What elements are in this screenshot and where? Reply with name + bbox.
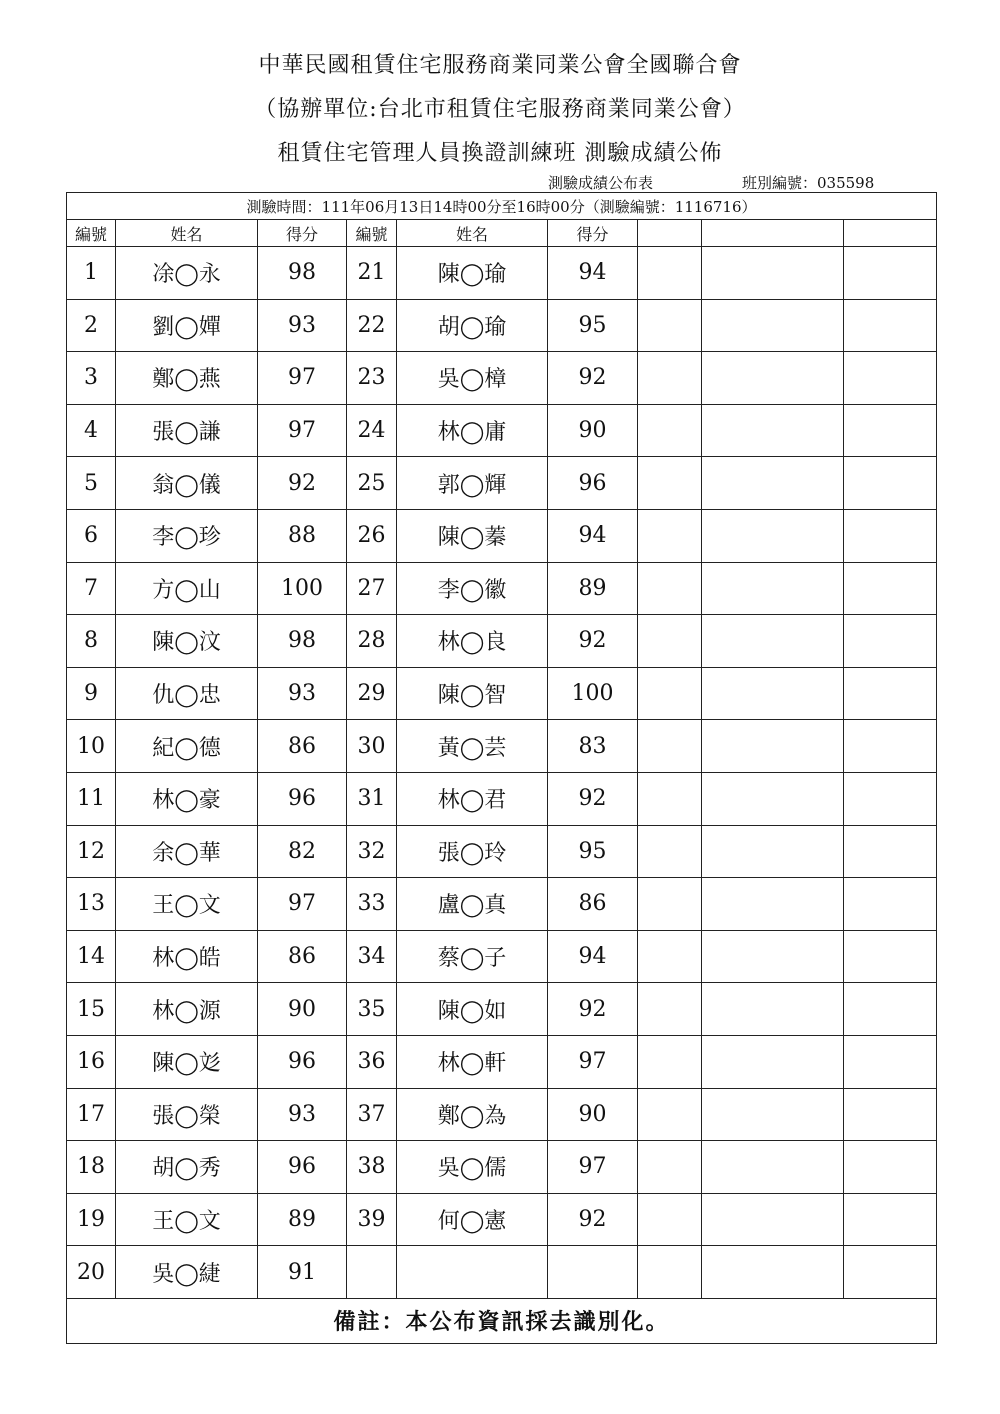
empty-cell [638, 457, 702, 510]
empty-cell [702, 1141, 844, 1194]
entry-score: 86 [258, 720, 347, 773]
entry-score: 93 [258, 299, 347, 352]
entry-score [548, 1246, 638, 1299]
table-row [67, 247, 937, 300]
entry-name [397, 1246, 548, 1299]
entry-number: 3 [67, 352, 116, 405]
entry-score: 96 [258, 1141, 347, 1194]
empty-cell [844, 983, 937, 1036]
entry-number: 36 [347, 1035, 397, 1088]
entry-number: 18 [67, 1141, 116, 1194]
class-number: 班別編號：035598 [742, 174, 875, 192]
entry-number: 7 [67, 562, 116, 615]
empty-cell [702, 930, 844, 983]
entry-score: 92 [548, 352, 638, 405]
empty-cell [702, 878, 844, 931]
entry-score: 97 [548, 1141, 638, 1194]
entry-name: 林◯軒 [397, 1035, 548, 1088]
empty-cell [844, 247, 937, 300]
entry-number: 15 [67, 983, 116, 1036]
empty-cell [844, 1246, 937, 1299]
entry-score: 82 [258, 825, 347, 878]
entry-score: 96 [258, 1035, 347, 1088]
entry-score: 97 [258, 878, 347, 931]
empty-cell [702, 825, 844, 878]
entry-score: 89 [258, 1193, 347, 1246]
table-row [67, 1246, 937, 1299]
entry-number: 22 [347, 299, 397, 352]
entry-number: 10 [67, 720, 116, 773]
entry-name: 盧◯真 [397, 878, 548, 931]
entry-name: 陳◯智 [397, 667, 548, 720]
entry-score: 92 [548, 772, 638, 825]
empty-cell [844, 825, 937, 878]
empty-cell [702, 509, 844, 562]
entry-name: 吳◯儒 [397, 1141, 548, 1194]
entry-number: 39 [347, 1193, 397, 1246]
entry-score: 94 [548, 509, 638, 562]
empty-cell [702, 983, 844, 1036]
empty-cell [638, 299, 702, 352]
entry-number: 13 [67, 878, 116, 931]
entry-number: 4 [67, 404, 116, 457]
empty-cell [702, 404, 844, 457]
empty-cell [844, 457, 937, 510]
co-organizer-line: （協辦單位:台北市租賃住宅服務商業同業公會） [254, 97, 746, 122]
entry-number: 2 [67, 299, 116, 352]
score-table [66, 192, 937, 1344]
entry-number: 26 [347, 509, 397, 562]
table-row [67, 457, 937, 510]
entry-name: 鄭◯為 [397, 1088, 548, 1141]
entry-name: 吳◯緁 [116, 1246, 258, 1299]
entry-number: 38 [347, 1141, 397, 1194]
entry-score: 90 [548, 404, 638, 457]
table-row [67, 983, 937, 1036]
entry-name: 張◯榮 [116, 1088, 258, 1141]
entry-name: 黃◯芸 [397, 720, 548, 773]
notes-row [67, 1298, 937, 1343]
entry-score: 95 [548, 825, 638, 878]
entry-number: 20 [67, 1246, 116, 1299]
entry-number: 14 [67, 930, 116, 983]
empty-cell [702, 772, 844, 825]
empty-cell [638, 352, 702, 405]
empty-cell [638, 825, 702, 878]
table-row [67, 1035, 937, 1088]
entry-score: 86 [548, 878, 638, 931]
entry-number: 37 [347, 1088, 397, 1141]
entry-score: 94 [548, 247, 638, 300]
entry-score: 86 [258, 930, 347, 983]
entry-number: 5 [67, 457, 116, 510]
entry-name: 林◯源 [116, 983, 258, 1036]
entry-name: 陳◯如 [397, 983, 548, 1036]
header-row [67, 220, 937, 247]
entry-number: 35 [347, 983, 397, 1036]
entry-score: 91 [258, 1246, 347, 1299]
entry-number: 19 [67, 1193, 116, 1246]
table-row [67, 772, 937, 825]
empty-cell [638, 1193, 702, 1246]
entry-score: 92 [548, 615, 638, 668]
empty-cell [638, 983, 702, 1036]
entry-number [347, 1246, 397, 1299]
entry-number: 21 [347, 247, 397, 300]
empty-cell [844, 1141, 937, 1194]
table-row [67, 930, 937, 983]
entry-name: 李◯徽 [397, 562, 548, 615]
entry-name: 劉◯嬋 [116, 299, 258, 352]
empty-cell [638, 878, 702, 931]
empty-cell [844, 509, 937, 562]
empty-cell [702, 1088, 844, 1141]
entry-name: 蔡◯子 [397, 930, 548, 983]
entry-number: 27 [347, 562, 397, 615]
empty-cell [844, 352, 937, 405]
empty-cell [702, 220, 844, 247]
col-header-name: 姓名 [116, 220, 258, 247]
entry-number: 16 [67, 1035, 116, 1088]
entry-number: 32 [347, 825, 397, 878]
entry-name: 陳◯彣 [116, 1035, 258, 1088]
entry-score: 94 [548, 930, 638, 983]
table-row [67, 1088, 937, 1141]
table-row [67, 299, 937, 352]
col-header-score: 得分 [258, 220, 347, 247]
table-row [67, 1141, 937, 1194]
empty-cell [638, 930, 702, 983]
empty-cell [638, 615, 702, 668]
entry-name: 李◯珍 [116, 509, 258, 562]
empty-cell [638, 220, 702, 247]
table-row [67, 562, 937, 615]
table-label: 測驗成績公布表 [548, 174, 654, 192]
entry-name: 張◯玲 [397, 825, 548, 878]
entry-score: 90 [258, 983, 347, 1036]
empty-cell [702, 615, 844, 668]
empty-cell [702, 247, 844, 300]
entry-name: 陳◯瑜 [397, 247, 548, 300]
table-row [67, 878, 937, 931]
empty-cell [638, 1088, 702, 1141]
empty-cell [844, 930, 937, 983]
entry-score: 98 [258, 247, 347, 300]
entry-score: 93 [258, 667, 347, 720]
entry-name: 鄭◯燕 [116, 352, 258, 405]
empty-cell [702, 352, 844, 405]
entry-score: 89 [548, 562, 638, 615]
entry-number: 23 [347, 352, 397, 405]
empty-cell [844, 772, 937, 825]
entry-name: 翁◯儀 [116, 457, 258, 510]
entry-number: 6 [67, 509, 116, 562]
col-header-name: 姓名 [397, 220, 548, 247]
entry-number: 11 [67, 772, 116, 825]
entry-number: 25 [347, 457, 397, 510]
entry-score: 83 [548, 720, 638, 773]
entry-score: 90 [548, 1088, 638, 1141]
remarks: 備註：本公布資訊採去識別化。 [67, 1298, 937, 1343]
table-row [67, 720, 937, 773]
entry-score: 96 [258, 772, 347, 825]
course-title: 租賃住宅管理人員換證訓練班 測驗成績公佈 [277, 141, 723, 166]
entry-name: 胡◯瑜 [397, 299, 548, 352]
empty-cell [638, 720, 702, 773]
entry-score: 97 [258, 404, 347, 457]
empty-cell [844, 404, 937, 457]
entry-name: 凃◯永 [116, 247, 258, 300]
empty-cell [638, 772, 702, 825]
entry-score: 93 [258, 1088, 347, 1141]
entry-number: 1 [67, 247, 116, 300]
entry-number: 29 [347, 667, 397, 720]
entry-name: 胡◯秀 [116, 1141, 258, 1194]
entry-name: 張◯謙 [116, 404, 258, 457]
empty-cell [702, 1035, 844, 1088]
empty-cell [638, 1035, 702, 1088]
entry-number: 33 [347, 878, 397, 931]
empty-cell [638, 404, 702, 457]
table-row [67, 615, 937, 668]
organization-title: 中華民國租賃住宅服務商業同業公會全國聯合會 [258, 53, 742, 78]
col-header-score: 得分 [548, 220, 638, 247]
entry-score: 98 [258, 615, 347, 668]
entry-number: 34 [347, 930, 397, 983]
empty-cell [638, 247, 702, 300]
entry-name: 陳◯蓁 [397, 509, 548, 562]
table-row [67, 352, 937, 405]
empty-cell [638, 1141, 702, 1194]
table-row [67, 509, 937, 562]
empty-cell [702, 299, 844, 352]
entry-name: 林◯豪 [116, 772, 258, 825]
entry-name: 仇◯忠 [116, 667, 258, 720]
exam-time: 測驗時間：111年06月13日14時00分至16時00分（測驗編號：1116716） [67, 193, 937, 220]
entry-number: 28 [347, 615, 397, 668]
empty-cell [702, 720, 844, 773]
entry-score: 97 [258, 352, 347, 405]
empty-cell [638, 562, 702, 615]
empty-cell [844, 220, 937, 247]
entry-name: 林◯君 [397, 772, 548, 825]
empty-cell [702, 562, 844, 615]
empty-cell [844, 720, 937, 773]
entry-name: 林◯皓 [116, 930, 258, 983]
empty-cell [844, 562, 937, 615]
entry-number: 9 [67, 667, 116, 720]
entry-name: 吳◯樟 [397, 352, 548, 405]
empty-cell [638, 509, 702, 562]
entry-number: 31 [347, 772, 397, 825]
empty-cell [638, 667, 702, 720]
entry-name: 王◯文 [116, 1193, 258, 1246]
entry-score: 100 [258, 562, 347, 615]
entry-score: 97 [548, 1035, 638, 1088]
empty-cell [844, 1088, 937, 1141]
empty-cell [702, 457, 844, 510]
table-row [67, 404, 937, 457]
entry-name: 方◯山 [116, 562, 258, 615]
entry-name: 紀◯德 [116, 720, 258, 773]
col-header-no: 編號 [347, 220, 397, 247]
empty-cell [638, 1246, 702, 1299]
empty-cell [844, 878, 937, 931]
entry-score: 95 [548, 299, 638, 352]
col-header-no: 編號 [67, 220, 116, 247]
entry-name: 余◯華 [116, 825, 258, 878]
entry-number: 8 [67, 615, 116, 668]
table-row [67, 667, 937, 720]
entry-name: 何◯憲 [397, 1193, 548, 1246]
empty-cell [844, 667, 937, 720]
entry-score: 88 [258, 509, 347, 562]
entry-name: 林◯良 [397, 615, 548, 668]
table-row [67, 1193, 937, 1246]
empty-cell [702, 667, 844, 720]
entry-name: 郭◯輝 [397, 457, 548, 510]
entry-number: 12 [67, 825, 116, 878]
entry-score: 96 [548, 457, 638, 510]
empty-cell [844, 299, 937, 352]
entry-score: 92 [258, 457, 347, 510]
entry-number: 17 [67, 1088, 116, 1141]
empty-cell [844, 1035, 937, 1088]
entry-score: 100 [548, 667, 638, 720]
empty-cell [702, 1193, 844, 1246]
empty-cell [844, 615, 937, 668]
empty-cell [844, 1193, 937, 1246]
entry-name: 陳◯汶 [116, 615, 258, 668]
entry-score: 92 [548, 983, 638, 1036]
table-row [67, 825, 937, 878]
empty-cell [702, 1246, 844, 1299]
entry-name: 林◯庸 [397, 404, 548, 457]
entry-score: 92 [548, 1193, 638, 1246]
entry-number: 30 [347, 720, 397, 773]
entry-name: 王◯文 [116, 878, 258, 931]
entry-number: 24 [347, 404, 397, 457]
